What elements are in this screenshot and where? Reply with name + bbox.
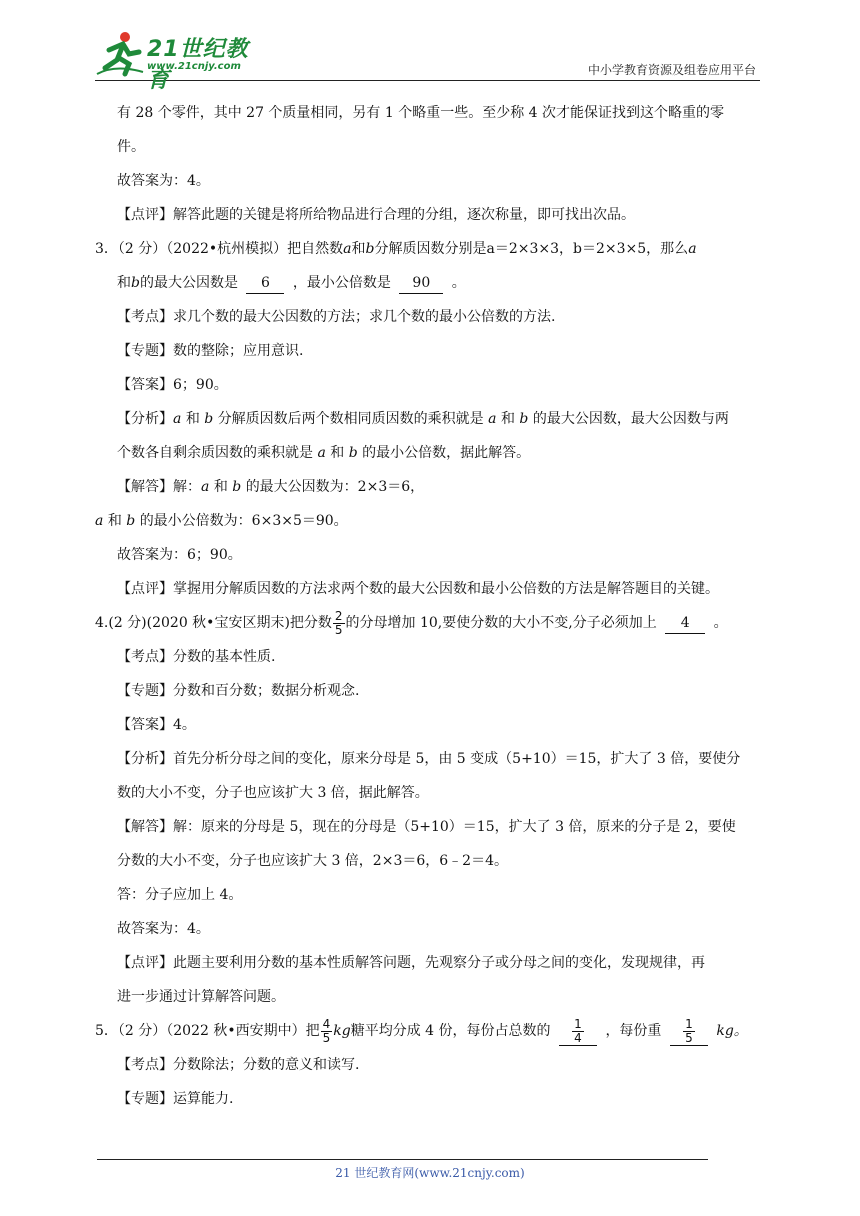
- solution-line: 分数的大小不变，分子也应该扩大 3 倍，2×3＝6，6﹣2＝4。: [117, 853, 508, 869]
- solution-line: a 和 b 的最小公倍数为：6×3×5＝90。: [95, 513, 348, 529]
- analysis-line: 个数各自剩余质因数的乘积就是 a 和 b 的最小公倍数，据此解答。: [117, 445, 531, 461]
- comment-line: 【点评】此题主要利用分数的基本性质解答问题，先观察分子或分母之间的变化，发现规律，再: [117, 955, 705, 971]
- comment-line: 进一步通过计算解答问题。: [117, 989, 285, 1005]
- answer-blank-weight: $\frac{1}{5}$: [670, 1018, 708, 1046]
- question-number: 5．: [95, 1023, 118, 1039]
- comment-line: 【点评】解答此题的关键是将所给物品进行合理的分组，逐次称量，即可找出次品。: [117, 207, 635, 223]
- footer-divider: [97, 1159, 708, 1160]
- answer-blank-fraction: $\frac{1}{4}$: [559, 1018, 597, 1046]
- site-logo: [95, 28, 265, 93]
- answer-blank-gcd: 6: [246, 273, 284, 294]
- text-line: 故答案为：4。: [117, 921, 210, 937]
- question-number: 4.: [95, 615, 109, 631]
- logo-text: 21世纪教育: [147, 37, 249, 93]
- zhuanti-line: 【专题】数的整除；应用意识.: [117, 343, 304, 359]
- question-3-line2: 和b的最大公因数是 6 ，最小公倍数是 90 。: [95, 266, 765, 300]
- text-line: 有 28 个零件，其中 27 个质量相同，另有 1 个略重一些。至少称 4 次才能保证找到这个略重的零: [117, 105, 725, 121]
- question-3: 3．（2 分）（2022•杭州模拟）把自然数a和b分解质因数分别是a＝2×3×3，b＝2×3×5，那么a: [95, 241, 697, 257]
- analysis-line: 【分析】a 和 b 分解质因数后两个数相同质因数的乘积就是 a 和 b 的最大公因数，最大公因数与两: [117, 411, 729, 427]
- text-line: 故答案为：4。: [117, 173, 210, 189]
- zhuanti-line: 【专题】运算能力.: [117, 1091, 234, 1107]
- text-line: 故答案为：6；90。: [117, 547, 242, 563]
- analysis-line: 【分析】首先分析分母之间的变化，原来分母是 5，由 5 变成（5+10）＝15，扩大了 3 倍，要使分: [117, 751, 741, 767]
- page-footer[interactable]: 21 世纪教育网(www.21cnjy.com): [335, 1166, 525, 1180]
- question-4: 4.(2 分)(2020 秋•宝安区期末)把分数 $\frac{2}{5}$ 的分母增加 10,要使分数的大小不变,分子必须加上 4 。: [95, 608, 728, 637]
- kaodian-line: 【考点】求几个数的最大公因数的方法；求几个数的最小公倍数的方法.: [117, 309, 556, 325]
- text-line: 件。: [117, 139, 145, 155]
- analysis-line: 数的大小不变，分子也应该扩大 3 倍，据此解答。: [117, 785, 429, 801]
- fraction: $\frac{4}{5}$: [322, 1016, 331, 1045]
- document-body: [95, 96, 765, 1116]
- answer-blank: 4: [665, 613, 705, 634]
- kaodian-line: 【考点】分数除法；分数的意义和读写.: [117, 1057, 360, 1073]
- answer-blank-lcm: 90: [399, 273, 443, 294]
- question-number: 3．: [95, 241, 118, 257]
- solution-line: 【解答】解：a 和 b 的最大公因数为：2×3＝6，: [117, 479, 425, 495]
- comment-line: 【点评】掌握用分解质因数的方法求两个数的最大公因数和最小公倍数的方法是解答题目的关键。: [117, 581, 719, 597]
- runner-logo-icon: [95, 28, 145, 78]
- answer-line: 【答案】4。: [117, 717, 196, 733]
- answer-line: 【答案】6；90。: [117, 377, 228, 393]
- fraction: $\frac{2}{5}$: [334, 608, 343, 637]
- solution-line: 【解答】解：原来的分母是 5，现在的分母是（5+10）＝15，扩大了 3 倍，原来的分子是 2，要使: [117, 819, 736, 835]
- kaodian-line: 【考点】分数的基本性质.: [117, 649, 276, 665]
- header-platform-name: 中小学教育资源及组卷应用平台: [587, 63, 756, 77]
- logo-url: www.21cnjy.com: [147, 61, 241, 72]
- zhuanti-line: 【专题】分数和百分数；数据分析观念.: [117, 683, 360, 699]
- page-header: [95, 28, 760, 93]
- text-line: 答：分子应加上 4。: [117, 887, 243, 903]
- question-5: 5．（2 分）（2022 秋•西安期中）把 $\frac{4}{5}$ kg糖平均分成 4 份，每份占总数的 $\frac{1}{4}$ ，每份重 $\frac{1}{5}$ kg。: [95, 1016, 748, 1045]
